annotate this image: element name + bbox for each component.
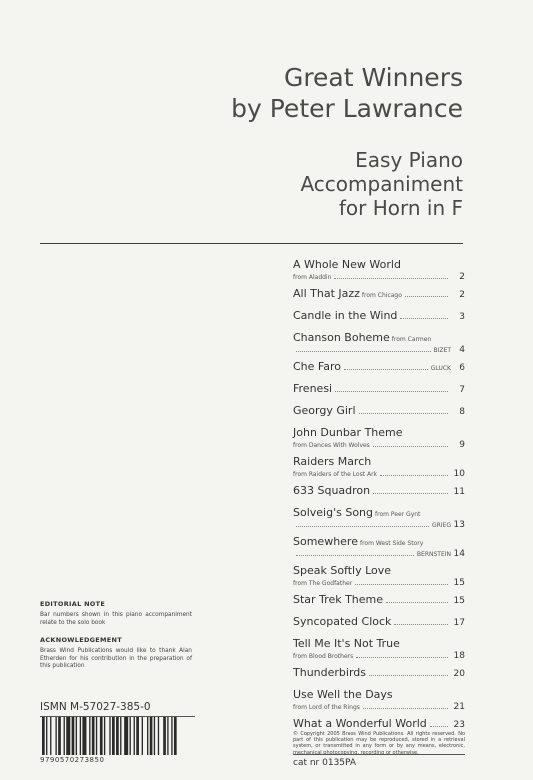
toc-song-title: Tell Me It's Not True [293,637,400,650]
toc-song-title: Star Trek Theme [293,593,384,606]
barcode-bar [163,717,166,755]
toc-leader [356,656,448,658]
barcode-bar [72,717,75,755]
toc-song-title: Solveig's Song [293,506,374,519]
barcode-bar [174,717,177,755]
barcode-bar [150,717,153,755]
toc-entry [293,666,465,688]
subtitle-line: Accompaniment [300,172,463,196]
toc-page-number: 4 [459,345,465,355]
toc-leader [296,525,429,527]
barcode-bar [66,717,70,755]
toc-entry [293,382,465,404]
toc-song-title: Speak Softly Love [293,564,392,577]
toc-page-number: 2 [459,290,465,300]
toc-page-number: 17 [453,618,465,628]
toc-song-title: All That Jazz [293,287,360,300]
barcode-bar [104,717,105,755]
header-divider [40,243,463,244]
toc-entry [293,593,465,615]
toc-page-number: 21 [453,702,465,712]
acknowledgement-text: Brass Wind Publications would like to thank Alan Etherden for his contribution in the preparation of this publication [40,648,192,669]
toc-song-source: from Blood Brothers [293,653,354,660]
catalog-divider [293,754,465,755]
barcode-bar [42,717,45,755]
toc-entry [293,688,465,717]
toc-song-title: Thunderbirds [293,666,366,679]
toc-entry [293,637,465,666]
title-block [231,62,463,124]
toc-page-number: 15 [453,578,465,588]
toc-leader [400,317,448,319]
toc-song-title: What a Wonderful World [293,717,427,730]
barcode-bar [64,717,65,755]
toc-leader [355,583,448,585]
toc-page-number: 3 [459,312,465,322]
toc-song-source: from Carmen [391,336,432,343]
barcode-bar [158,717,159,755]
toc-entry [293,535,465,564]
toc-song-title: John Dunbar Theme [293,426,403,439]
toc-entry [293,404,465,426]
toc-composer: GLUCK [430,365,451,372]
subtitle-line: for Horn in F [338,196,463,220]
toc-page-number: 7 [459,385,465,395]
toc-composer: BIZET [433,347,451,354]
toc-leader [373,445,448,447]
toc-leader [334,277,448,279]
toc-song-title: Use Well the Days [293,688,393,701]
barcode-icon [40,717,180,755]
toc-entry [293,564,465,593]
toc-entry [293,615,465,637]
barcode-bar [167,717,168,755]
toc-leader [363,707,448,709]
toc-leader [394,623,448,625]
toc-composer: BERNSTEIN [416,551,451,558]
toc-song-title: Chanson Boheme [293,331,390,344]
toc-page-number: 9 [459,440,465,450]
toc-leader [335,390,448,392]
barcode-bar [80,717,81,755]
toc-page-number: 2 [459,272,465,282]
book-author: by Peter Lawrance [231,94,463,123]
toc-page-number: 15 [453,596,465,606]
toc-entry [293,287,465,309]
toc-leader [296,554,414,556]
barcode-bar [82,717,86,755]
book-title: Great Winners [283,63,463,92]
toc-song-title: Syncopated Clock [293,615,392,628]
toc-leader [386,601,448,603]
subtitle-block [300,148,463,220]
toc-page-number: 14 [453,549,465,559]
toc-page-number: 10 [453,469,465,479]
toc-song-source: from Peer Gynt [375,511,421,518]
toc-song-source: from West Side Story [359,540,424,547]
toc-entry [293,258,465,287]
catalog-number: cat nr 0135PA [293,758,357,768]
toc-page-number: 6 [459,363,465,373]
toc-entry [293,484,465,506]
barcode-bar [46,717,47,755]
barcode-bar [100,717,103,755]
toc-leader [296,350,431,352]
toc-song-source: from Dances With Wolves [293,442,370,449]
toc-song-title: Somewhere [293,535,358,548]
toc-song-title: Frenesi [293,382,333,395]
toc-entry [293,506,465,535]
toc-song-source: from Lord of the Rings [293,704,360,711]
toc-song-source: from Raiders of the Lost Ark [293,471,378,478]
barcode-bar [112,717,115,755]
ismn-block [40,701,195,717]
toc-page-number: 18 [453,651,465,661]
toc-page-number: 23 [453,720,465,730]
barcode-bar [50,717,51,755]
toc-song-source: from Chicago [361,292,402,299]
toc-page-number: 20 [453,669,465,679]
barcode-bar [89,717,90,755]
toc-page-number: 8 [459,407,465,417]
barcode-bar [120,717,121,755]
toc-leader [430,725,448,727]
toc-leader [369,674,448,676]
toc-page-number: 11 [453,487,465,497]
barcode-bar [124,717,128,755]
editorial-note-heading: EDITORIAL NOTE [40,600,106,608]
toc-entry [293,455,465,484]
toc-entry [293,309,465,331]
notes-block [40,600,192,671]
toc-leader [373,492,448,494]
barcode-bar [171,717,172,755]
ismn-number: ISMN M-57027-385-0 [40,701,195,717]
acknowledgement-heading: ACKNOWLEDGEMENT [40,636,123,644]
toc-entry [293,331,465,360]
toc-composer: GRIEG [431,522,451,529]
barcode-bar [58,717,61,755]
toc-song-title: Che Faro [293,360,341,373]
barcode-bar [92,717,95,755]
toc-leader [405,295,448,297]
barcode-bar [134,717,135,755]
barcode-bar [96,717,97,755]
toc-entry [293,426,465,455]
editorial-note-text: Bar numbers shown in this piano accompaniment relate to the solo book [40,612,192,626]
barcode-bar [116,717,119,755]
barcode-bar [109,717,110,755]
barcode-bar [76,717,77,755]
toc-song-source: from The Godfather [293,580,353,587]
barcode-number: 9790570273850 [40,756,105,764]
toc-song-title: Candle in the Wind [293,309,398,322]
toc-page-number: 13 [453,520,465,530]
subtitle-line: Easy Piano [355,148,463,172]
toc-song-title: 633 Squadron [293,484,371,497]
toc-song-title: Georgy Girl [293,404,356,417]
barcode-bar [154,717,155,755]
toc-song-source: from Aladdin [293,274,332,281]
toc-song-title: A Whole New World [293,258,401,271]
barcode-bar [142,717,143,755]
barcode-bar [130,717,131,755]
toc-song-title: Raiders March [293,455,372,468]
toc-leader [380,474,448,476]
copyright-notice: © Copyright 2005 Brass Wind Publications. All rights reserved. No part of this publication may be reproduced, stored in a retrieval system, or transmitted in any form or by any means, electronic, mechanical photocopying, recording or otherwise. [293,731,465,756]
toc-entry [293,360,465,382]
barcode-bar [147,717,148,755]
table-of-contents [293,258,465,739]
toc-leader [359,412,449,414]
barcode-bar [55,717,56,755]
barcode-bar [136,717,139,755]
toc-leader [344,368,428,370]
